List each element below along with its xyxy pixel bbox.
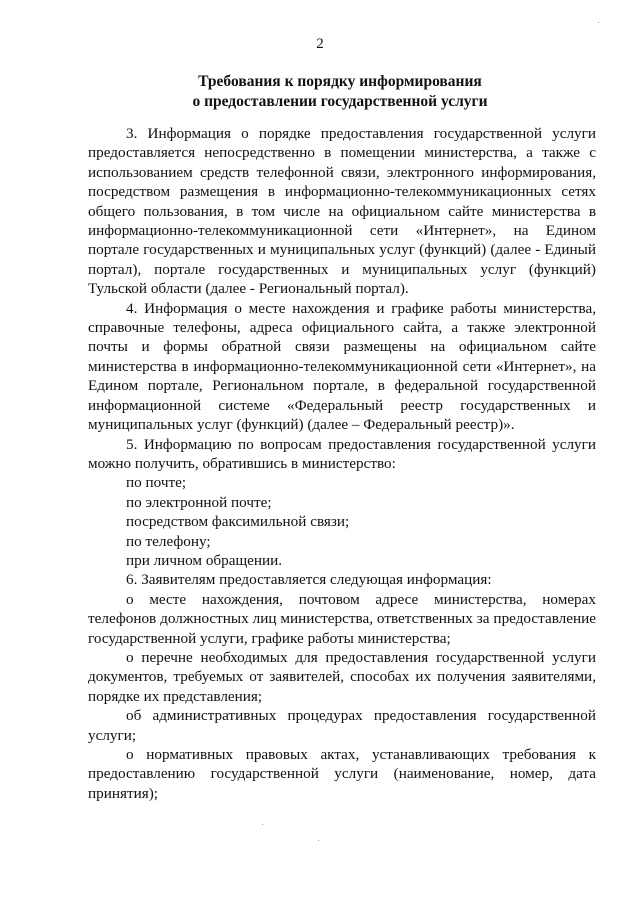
scan-speck: [598, 22, 599, 23]
contact-method-fax: посредством факсимильной связи;: [126, 513, 350, 531]
contact-method-email: по электронной почте;: [126, 493, 272, 511]
scan-speck: [262, 824, 263, 825]
heading-line-1: Требования к порядку информирования: [198, 73, 482, 90]
heading-line-2: о предоставлении государственной услуги: [192, 93, 488, 110]
paragraph-5: 5. Информацию по вопросам предоставления государственной услуги можно получить, обратившись в министерство:: [88, 435, 596, 472]
contact-method-mail: по почте;: [126, 474, 187, 492]
contact-method-phone: по телефону;: [126, 532, 211, 550]
scan-speck: [318, 840, 319, 841]
document-body: [88, 124, 596, 803]
info-legal-acts-item: о нормативных правовых актах, устанавливающих требования к предоставлению государственной услуги (наименование, номер, дата принятия);: [88, 746, 596, 802]
paragraph-6: 6. Заявителям предоставляется следующая информация:: [126, 571, 492, 589]
page-number: 2: [316, 36, 324, 52]
info-documents-item: о перечне необходимых для предоставления государственной услуги документов, требуемых от заявителей, способах их получения заявителями, порядке их представления;: [88, 648, 596, 705]
info-procedures-item: об административных процедурах предоставления государственной услуги;: [88, 707, 596, 744]
section-heading: [80, 72, 600, 112]
info-location-item: о месте нахождения, почтовом адресе министерства, номерах телефонов должностных лиц министерства, ответственных за предоставление государственной услуги, графике работы министерства;: [88, 590, 596, 647]
paragraph-3: 3. Информация о порядке предоставления государственной услуги предоставляется непосредственно в помещении министерства, а также с использованием средств телефонной связи, электронного информирования, посредством размещения в информационно-телекоммуникационных сетях общего пользования, в том числе на официальном сайте министерства в информационно-телекоммуникационной сети «Интернет», на Едином портале государственных и муниципальных услуг (функций) (далее - Единый портал), портале государственных и муниципальных услуг (функций) Тульской области (далее - Региональный портал).: [88, 125, 596, 298]
contact-method-in-person: при личном обращении.: [126, 551, 283, 569]
paragraph-4: 4. Информация о месте нахождения и графике работы министерства, справочные телефоны, адреса официального сайта, а также электронной почты и формы обратной связи размещены на официальном сайте министерства в информационно-телекоммуникационной сети «Интернет», на Едином портале, Региональном портале, в федеральной государственной информационной системе «Федеральный реестр государственных и муниципальных услуг (функций) (далее – Федеральный реестр)».: [88, 299, 596, 434]
